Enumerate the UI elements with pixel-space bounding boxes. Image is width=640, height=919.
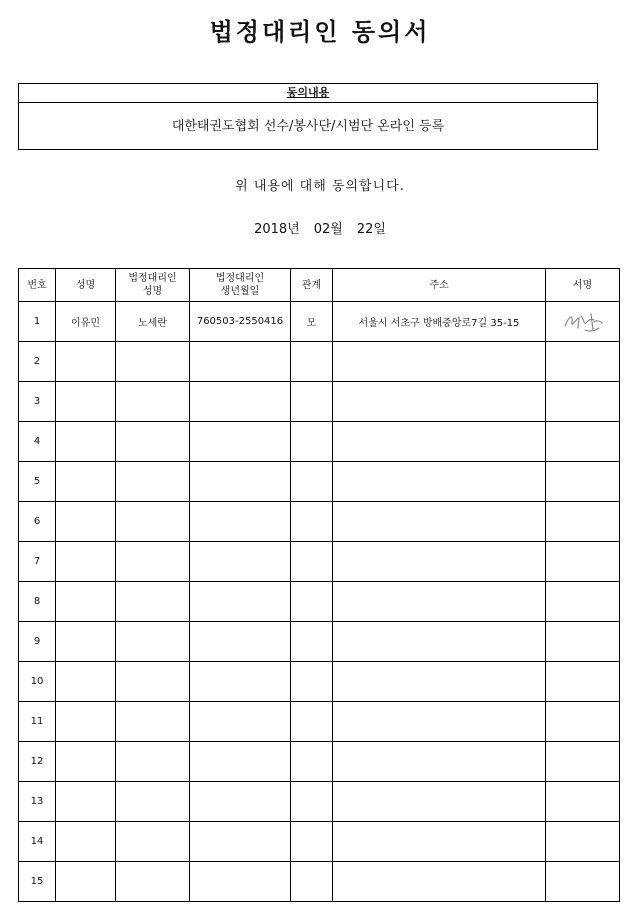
cell-name (56, 862, 116, 902)
cell-guardian-name (116, 422, 190, 462)
cell-name (56, 622, 116, 662)
cell-address: 서울시 서초구 방배중앙로7길 35-15 (333, 302, 546, 342)
cell-name (56, 542, 116, 582)
cell-signature (546, 622, 620, 662)
cell-address (333, 382, 546, 422)
cell-signature (546, 862, 620, 902)
cell-relation (291, 742, 333, 782)
cell-guardian-birth (190, 662, 291, 702)
header-guardian-birth-line2: 생년월일 (220, 286, 260, 297)
cell-guardian-name (116, 502, 190, 542)
cell-name (56, 582, 116, 622)
cell-address (333, 862, 546, 902)
table-row (19, 662, 620, 702)
cell-no: 14 (19, 822, 56, 862)
date-day: 22일 (356, 222, 386, 237)
cell-address (333, 702, 546, 742)
cell-address (333, 822, 546, 862)
cell-no: 8 (19, 582, 56, 622)
cell-signature (546, 662, 620, 702)
cell-relation (291, 422, 333, 462)
cell-guardian-birth (190, 542, 291, 582)
cell-signature (546, 822, 620, 862)
cell-guardian-birth (190, 742, 291, 782)
cell-guardian-name (116, 702, 190, 742)
cell-guardian-name (116, 342, 190, 382)
cell-guardian-birth (190, 782, 291, 822)
cell-signature (546, 422, 620, 462)
cell-name (56, 502, 116, 542)
cell-signature (546, 582, 620, 622)
cell-signature (546, 342, 620, 382)
cell-name (56, 702, 116, 742)
cell-name (56, 382, 116, 422)
table-row (19, 302, 620, 342)
cell-signature (546, 742, 620, 782)
cell-relation (291, 542, 333, 582)
cell-address (333, 662, 546, 702)
cell-guardian-name (116, 462, 190, 502)
cell-no: 7 (19, 542, 56, 582)
cell-address (333, 342, 546, 382)
table-row (19, 862, 620, 902)
table-row (19, 742, 620, 782)
header-address: 주소 (333, 269, 546, 302)
cell-guardian-birth (190, 342, 291, 382)
cell-no: 9 (19, 622, 56, 662)
date-month: 02월 (313, 222, 343, 237)
cell-no: 6 (19, 502, 56, 542)
cell-name (56, 342, 116, 382)
cell-signature (546, 462, 620, 502)
table-row (19, 462, 620, 502)
table-row (19, 502, 620, 542)
cell-relation (291, 342, 333, 382)
header-guardian-name (116, 269, 190, 302)
roster-table (18, 268, 620, 902)
cell-no: 2 (19, 342, 56, 382)
table-row (19, 822, 620, 862)
cell-relation (291, 582, 333, 622)
cell-no: 10 (19, 662, 56, 702)
table-row (19, 542, 620, 582)
cell-relation (291, 662, 333, 702)
header-guardian-birth-line1: 법정대리인 (215, 273, 265, 284)
cell-relation (291, 822, 333, 862)
cell-guardian-birth (190, 862, 291, 902)
cell-no: 13 (19, 782, 56, 822)
cell-address (333, 462, 546, 502)
cell-guardian-name (116, 542, 190, 582)
cell-no: 3 (19, 382, 56, 422)
table-row (19, 702, 620, 742)
cell-guardian-birth: 760503-2550416 (190, 302, 291, 342)
cell-name: 이유민 (56, 302, 116, 342)
cell-address (333, 542, 546, 582)
cell-guardian-name (116, 382, 190, 422)
cell-guardian-birth (190, 422, 291, 462)
cell-signature (546, 302, 620, 342)
cell-relation (291, 502, 333, 542)
table-row (19, 582, 620, 622)
date-year: 2018년 (254, 222, 300, 237)
cell-relation (291, 702, 333, 742)
cell-name (56, 462, 116, 502)
cell-relation (291, 462, 333, 502)
cell-guardian-birth (190, 622, 291, 662)
cell-guardian-birth (190, 582, 291, 622)
cell-name (56, 782, 116, 822)
agreement-box (18, 83, 598, 150)
cell-relation (291, 622, 333, 662)
cell-no: 12 (19, 742, 56, 782)
cell-address (333, 782, 546, 822)
cell-relation (291, 782, 333, 822)
cell-name (56, 742, 116, 782)
cell-guardian-name (116, 822, 190, 862)
cell-signature (546, 782, 620, 822)
cell-address (333, 742, 546, 782)
table-row (19, 422, 620, 462)
table-row (19, 782, 620, 822)
cell-name (56, 662, 116, 702)
cell-address (333, 582, 546, 622)
cell-guardian-name (116, 662, 190, 702)
cell-name (56, 822, 116, 862)
cell-address (333, 422, 546, 462)
consent-statement: 위 내용에 대해 동의합니다. (235, 179, 405, 194)
cell-signature (546, 702, 620, 742)
cell-guardian-birth (190, 382, 291, 422)
cell-relation (291, 382, 333, 422)
header-name: 성명 (56, 269, 116, 302)
cell-guardian-birth (190, 822, 291, 862)
cell-guardian-name (116, 582, 190, 622)
header-signature: 서명 (546, 269, 620, 302)
document-title: 법정대리인 동의서 (209, 18, 431, 46)
cell-name (56, 422, 116, 462)
cell-guardian-birth (190, 702, 291, 742)
cell-no: 1 (19, 302, 56, 342)
table-row (19, 382, 620, 422)
header-guardian-birth (190, 269, 291, 302)
cell-no: 11 (19, 702, 56, 742)
cell-guardian-name (116, 862, 190, 902)
table-row (19, 622, 620, 662)
cell-no: 15 (19, 862, 56, 902)
table-row (19, 342, 620, 382)
header-no: 번호 (19, 269, 56, 302)
header-guardian-name-line2: 성명 (142, 286, 163, 297)
cell-relation: 모 (291, 302, 333, 342)
header-guardian-name-line1: 법정대리인 (128, 273, 177, 284)
table-header-row (19, 269, 620, 302)
cell-guardian-birth (190, 502, 291, 542)
cell-no: 5 (19, 462, 56, 502)
cell-no: 4 (19, 422, 56, 462)
cell-signature (546, 542, 620, 582)
cell-guardian-name (116, 782, 190, 822)
cell-guardian-name: 노세란 (116, 302, 190, 342)
cell-guardian-birth (190, 462, 291, 502)
cell-address (333, 622, 546, 662)
header-relation: 관계 (291, 269, 333, 302)
cell-signature (546, 382, 620, 422)
cell-relation (291, 862, 333, 902)
table-body (19, 302, 620, 902)
cell-guardian-name (116, 742, 190, 782)
cell-address (333, 502, 546, 542)
handwritten-signature (561, 308, 605, 336)
agreement-content: 대한태권도협회 선수/봉사단/시범단 온라인 등록 (171, 119, 445, 134)
consent-date (0, 218, 640, 237)
agreement-header: 동의내용 (19, 84, 597, 103)
cell-signature (546, 502, 620, 542)
cell-guardian-name (116, 622, 190, 662)
